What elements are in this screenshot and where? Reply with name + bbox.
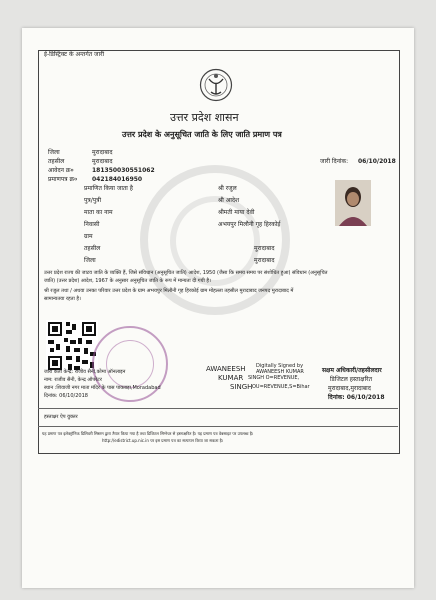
application-number: 181350030551062 xyxy=(92,167,155,174)
top-note: ई-डिस्ट्रिक्ट के अन्तर्गत जारी xyxy=(44,51,105,58)
body-line: उत्तर प्रदेश राज्य की जाटव जाति के व्यक्ति हैं, जिसे संविधान (अनुसूचित जाति) आदेश, 1950 (जैसा कि समय समय पर संशोधित हुआ) संविधान (अनुसूचित xyxy=(44,270,328,276)
issuer-line: नाम: राजीव सैनी, केन्द्र ऑपरेटर xyxy=(44,377,102,383)
issuer-line: दिनांक: 06/10/2018 xyxy=(44,393,88,399)
detail-label: प्रमाणित किया जाता है xyxy=(84,185,133,192)
issuer-line: स्थान :शिवाजी नगर माता मंदिर के पास पाकबड़ा,Moradabad xyxy=(44,385,161,391)
signer-detail-line: SINGH O=REVENUE, xyxy=(248,375,300,381)
up-emblem-icon xyxy=(199,68,233,102)
authority-line: मुरादाबाद,मुरादाबाद xyxy=(328,385,371,392)
signer-detail-line: OU=REVENUE,S=Bihar xyxy=(252,384,310,390)
certificate-page xyxy=(22,28,414,588)
detail-label: माता का नाम xyxy=(84,209,113,216)
applicant-name: श्री रजुल xyxy=(218,185,237,192)
authority-line: डिजिटल हस्ताक्षरित xyxy=(330,376,372,383)
divider xyxy=(38,408,398,409)
body-line: श्री रजुल तथा / अथवा उनका परिवार उत्तर प्रदेश के ग्राम अभयपुर मिलौनी गृह हिरकोई ग्राम मोहल्ला तहसील मुरादाबाद जनपद मुरादाबाद में xyxy=(44,288,294,294)
meta-label: आवेदन क्र० xyxy=(48,167,74,174)
residence: अभयपुर मिलौनी गृह हिरकोई xyxy=(218,221,281,228)
detail-label: तहसील xyxy=(84,245,101,252)
issuer-line: जारी कर्ता केन्द्र: राजीव सैनी,कोमा ऑनलाइन xyxy=(44,369,126,375)
certificate-number: 042184016950 xyxy=(92,176,143,183)
mother-name: श्रीमती माया देवी xyxy=(218,209,255,216)
meta-label: जिला xyxy=(48,149,60,156)
applicant-photo xyxy=(335,180,371,226)
authority-line: सक्षम अधिकारी/तहसीलदार xyxy=(322,367,382,374)
signature-note: हस्ताक्षर ऐप युक्तर xyxy=(44,414,78,420)
body-line: सामान्यतया रहता है। xyxy=(44,296,81,302)
qr-code-icon xyxy=(46,320,98,372)
tehsil: मुरादाबाद xyxy=(254,245,275,252)
body-line: जाति) (उत्तर प्रदेश) आदेश, 1967 के अनुसार अनुसूचित जाति के रूप में मान्यता दी गयी है। xyxy=(44,278,211,284)
footer-line: http://edistrict.up.nic.in पर इस प्रमाण पत्र का सत्यापन किया जा सकता है। xyxy=(102,438,224,443)
meta-value: मुरादाबाद xyxy=(92,158,113,165)
meta-label: तहसील xyxy=(48,158,65,165)
father-name: श्री आदेश xyxy=(218,197,240,204)
signer-detail-line: AWANEESH KUMAR xyxy=(256,369,304,375)
meta-label: प्रमाणपत्र क्र० xyxy=(48,176,78,183)
issue-date-value: 06/10/2018 xyxy=(358,158,396,165)
signer-name-line: KUMAR xyxy=(218,374,244,382)
govt-title: उत्तर प्रदेश शासन xyxy=(170,111,239,124)
issue-date-label: जारी दिनांक: xyxy=(320,158,349,165)
detail-label: निवासी xyxy=(84,221,100,228)
detail-label: ग्राम xyxy=(84,233,93,240)
certificate-title: उत्तर प्रदेश के अनुसूचित जाति के लिए जाति प्रमाण पत्र xyxy=(122,130,282,139)
divider xyxy=(38,426,398,427)
authority-line: दिनांक: 06/10/2018 xyxy=(328,394,385,401)
signer-detail-line: Digitally Signed by xyxy=(256,363,304,369)
detail-label: पुत्र/पुत्री xyxy=(84,197,102,204)
meta-value: मुरादाबाद xyxy=(92,149,113,156)
detail-label: जिला xyxy=(84,257,96,264)
signer-name-line: SINGH xyxy=(230,383,253,391)
signer-name-line: AWANEESH xyxy=(206,365,246,373)
footer-line: यह प्रमाण पत्र इलेक्ट्रॉनिक डिलिवरी सिस्टम द्वारा तैयार किया गया है तथा डिजिटल सिग्नेचर से हस्ताक्षरित है। यह प्रमाण पत्र वेबसाइट पर उपलब्ध है। xyxy=(42,431,254,436)
district: मुरादाबाद xyxy=(254,257,275,264)
official-seal-inner xyxy=(106,340,154,388)
